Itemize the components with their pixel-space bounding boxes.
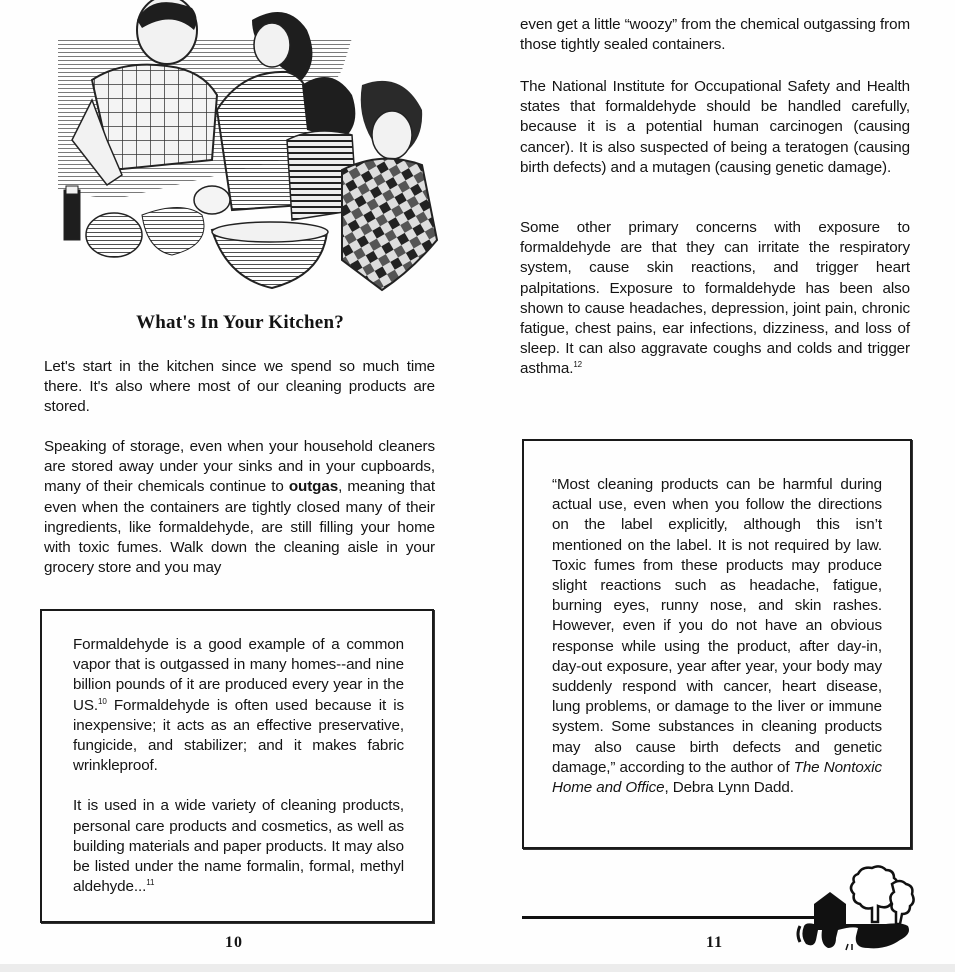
callout-paragraph-1: Formaldehyde is a good example of a common vapor that is outgassed in many homes--and nine billion pounds of it are produced every year in the US.$^{10}$ Formaldehyde is often used because it is inexpensive; it acts as an effective preservative, fungicide, and stabilizer; and it makes fabric wrinkleproof. xyxy=(73,636,404,775)
footnote-ref-12: 12 xyxy=(573,360,583,370)
section-heading: What's In Your Kitchen? xyxy=(136,312,344,333)
house-and-trees-icon xyxy=(796,864,916,954)
family-cooking-illustration-icon xyxy=(52,0,442,305)
scan-bottom-edge xyxy=(0,964,955,972)
footer-rule xyxy=(522,916,814,919)
storage-paragraph: Speaking of storage, even when your household cleaners are stored away under your sinks and in your cupboards, many of their chemicals continue to outgas, meaning that even when the containers are tightly closed many of their ingredients, like formaldehyde, are still filling your home with toxic fumes. Walk down the cleaning aisle in your grocery store and you may xyxy=(44,438,435,577)
health-concerns-paragraph: Some other primary concerns with exposure to formaldehyde are that they can irritate the respiratory system, cause skin reactions, and trigger heart palpitations. Exposure to formaldehyde has been also shown to cause headaches, depression, joint pain, chronic fatigue, chest pains, ear infections, dizziness, and loss of sleep. It can also aggravate coughs and colds and trigger asthma.$^{12}$ xyxy=(520,219,910,378)
woozy-paragraph: even get a little “woozy” from the chemical outgassing from those tightly sealed containers. xyxy=(520,16,910,54)
page-number-10: 10 xyxy=(225,934,243,951)
formaldehyde-callout-box xyxy=(40,609,434,923)
callout-paragraph-2: It is used in a wide variety of cleaning products, personal care products and cosmetics, as well as building materials and paper products. It may also be listed under the name formalin, formal, methyl aldehyde...$^{11}$ xyxy=(73,797,404,896)
intro-paragraph: Let's start in the kitchen since we spend so much time there. It's also where most of our cleaning products are stored. xyxy=(44,358,435,416)
dadd-quote: “Most cleaning products can be harmful during actual use, even when you follow the directions on the label explicitly, although this isn’t mentioned on the label. It is not required by law. Toxic fumes from these products may produce slight reactions such as headache, fatigue, burning eyes, runny nose, and skin rashes. However, even if you do not have an obvious response while using the product, after day-in, day-out exposure, year after year, your body may suddenly respond with cancer, heart disease, lung problems, or damage to the liver or immune system. Some substances in cleaning products may also cause birth defects and genetic damage,” according to the author of The Nontoxic Home and Office, Debra Lynn Dadd. xyxy=(552,476,883,797)
book-title: The Nontoxic Home and Office xyxy=(552,758,883,797)
outgas-term: outgas xyxy=(288,478,339,496)
footnote-ref-11: 11 xyxy=(146,878,155,888)
page-number-11: 11 xyxy=(706,934,724,951)
quote-callout-box xyxy=(522,439,912,849)
footnote-ref-10: 10 xyxy=(98,696,107,706)
niosh-paragraph: The National Institute for Occupational Safety and Health states that formaldehyde should be handled carefully, because it is a potential human carcinogen (causing cancer). It is also suspected of being a teratogen (causing birth defects) and a mutagen (causing genetic damage). xyxy=(520,78,910,176)
